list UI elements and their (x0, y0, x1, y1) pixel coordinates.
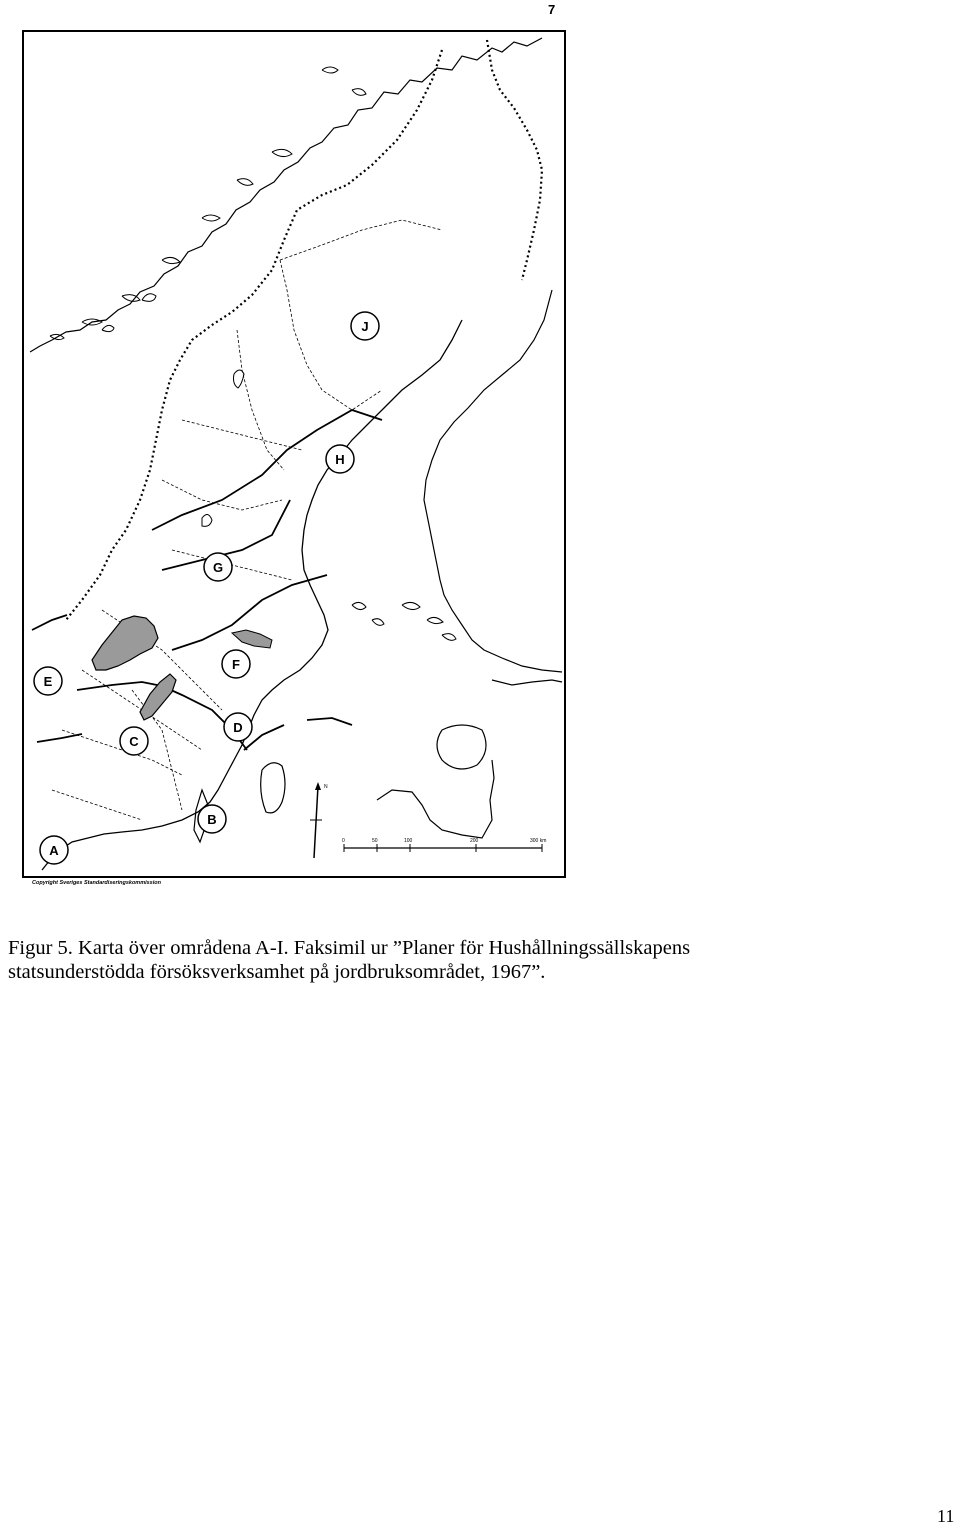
region-label-a (40, 836, 68, 864)
lake-vattern (140, 674, 176, 720)
north-arrow (310, 782, 328, 858)
norway-islands (50, 67, 369, 340)
scale-bar (342, 838, 546, 852)
region-label-h (326, 445, 354, 473)
region-label-j (351, 312, 379, 340)
sweden-east-coast (42, 320, 462, 870)
scale-tick-100: 100 (404, 838, 413, 844)
map-frame (23, 31, 565, 877)
svg-text:J: J (361, 319, 369, 334)
region-label-c (120, 727, 148, 755)
baltic-coast (377, 680, 562, 838)
figure-caption (8, 936, 948, 984)
scale-tick-200: 200 (470, 838, 479, 844)
svg-text:A: A (49, 843, 59, 858)
region-label-b (198, 805, 226, 833)
svg-text:E: E (43, 674, 53, 689)
svg-text:D: D (233, 720, 243, 735)
caption-line-1: Figur 5. Karta över områdena A-I. Faksimil ur ”Planer för Hushållningssällskapens (8, 937, 691, 959)
svg-text:F: F (232, 657, 240, 672)
svg-text:C: C (129, 734, 139, 749)
west-coastline (30, 38, 542, 352)
lake-vanern (92, 616, 158, 670)
svg-text:B: B (207, 812, 217, 827)
svg-text:G: G (212, 560, 224, 575)
caption-line-2: statsunderstödda försöksverksamhet på jordbruksområdet, 1967”. (8, 961, 546, 983)
scale-tick-300: 300 km (530, 838, 547, 844)
footer-page-number: 11 (937, 1506, 955, 1526)
lake-malaren (232, 630, 272, 648)
region-label-f (222, 650, 250, 678)
map-figure (22, 30, 567, 890)
header-page-number: 7 (548, 2, 556, 17)
lake-north (234, 370, 245, 388)
svg-text:H: H (335, 452, 345, 467)
aland-islands (352, 602, 456, 640)
svg-text:N: N (324, 784, 328, 790)
region-label-d (224, 713, 252, 741)
gotland-island (261, 763, 285, 813)
finland-coast (424, 290, 562, 672)
scale-tick-50: 50 (372, 838, 378, 844)
lake-siljan (202, 514, 212, 526)
map-svg (22, 30, 567, 890)
map-copyright: Copyright Sveriges Standardiseringskommission (32, 880, 161, 886)
scale-tick-0: 0 (342, 838, 345, 844)
region-label-g (204, 553, 232, 581)
region-label-e (34, 667, 62, 695)
